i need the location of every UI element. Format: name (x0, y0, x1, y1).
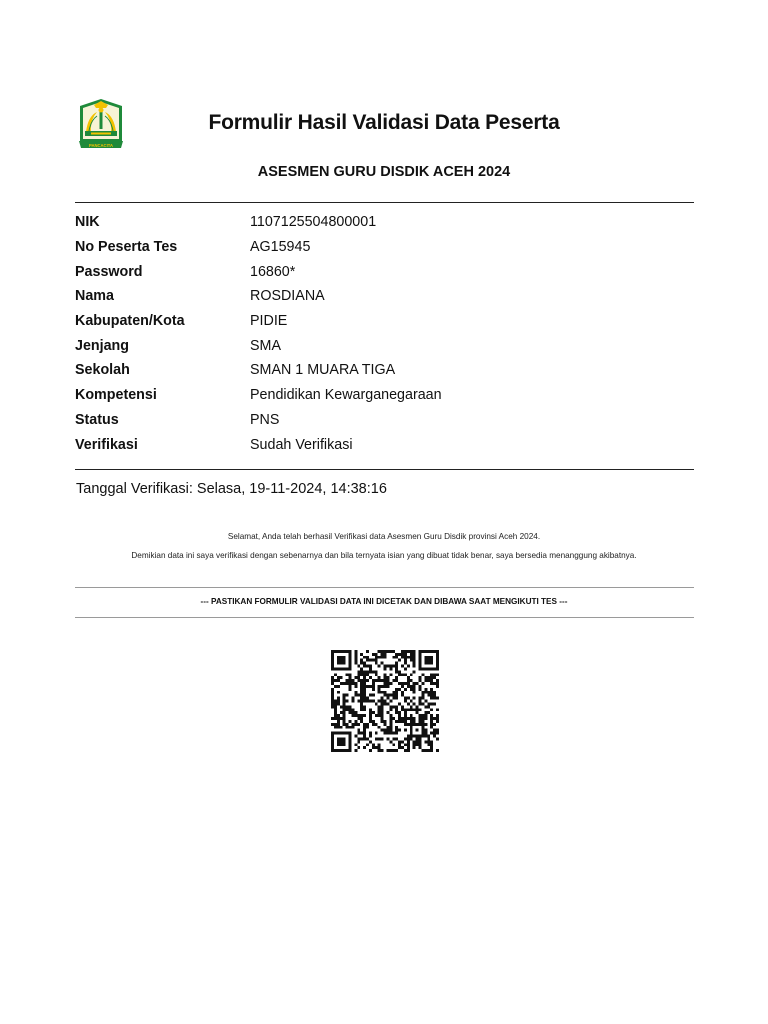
info-value: PNS (250, 411, 280, 428)
info-value: Sudah Verifikasi (250, 436, 353, 453)
divider-instruction-bottom (75, 617, 694, 618)
info-value: SMAN 1 MUARA TIGA (250, 362, 396, 379)
participant-info-table (75, 210, 694, 457)
page-subtitle: ASESMEN GURU DISDIK ACEH 2024 (257, 164, 511, 180)
info-row-kompetensi (75, 383, 694, 408)
info-label: Kompetensi (75, 387, 157, 404)
svg-text:PANCACITA: PANCACITA (88, 142, 114, 148)
info-row-verifikasi (75, 432, 694, 457)
info-label: Status (75, 411, 119, 428)
divider-instruction-top (75, 587, 694, 588)
info-label: Nama (75, 288, 114, 305)
info-label: Sekolah (75, 362, 130, 379)
info-value: PIDIE (250, 313, 288, 330)
info-value: ROSDIANA (250, 288, 325, 305)
info-row-password (75, 259, 694, 284)
divider-top (75, 202, 694, 203)
info-row-no-peserta (75, 235, 694, 260)
info-row-nik (75, 210, 694, 235)
info-label: No Peserta Tes (75, 239, 178, 256)
verification-date: Tanggal Verifikasi: Selasa, 19-11-2024, 14:38:16 (76, 481, 387, 497)
info-value: AG15945 (250, 239, 311, 256)
info-label: NIK (75, 214, 100, 231)
success-note: Selamat, Anda telah berhasil Verifikasi data Asesmen Guru Disdik provinsi Aceh 2024. (227, 532, 541, 541)
info-row-sekolah (75, 358, 694, 383)
info-value: Pendidikan Kewarganegaraan (250, 387, 442, 404)
info-row-nama (75, 284, 694, 309)
declaration-note: Demikian data ini saya verifikasi dengan sebenarnya dan bila ternyata isian yang dibuat tidak benar, saya bersedia menanggung akibatnya. (131, 551, 637, 560)
info-label: Verifikasi (75, 436, 138, 453)
info-row-kabupaten (75, 309, 694, 334)
info-label: Jenjang (75, 337, 130, 354)
print-instruction: --- PASTIKAN FORMULIR VALIDASI DATA INI DICETAK DAN DIBAWA SAAT MENGIKUTI TES --- (200, 597, 568, 606)
page-title: Formulir Hasil Validasi Data Peserta (208, 111, 560, 134)
info-value: SMA (250, 337, 281, 354)
info-label: Password (75, 263, 143, 280)
info-label: Kabupaten/Kota (75, 313, 185, 330)
info-row-jenjang (75, 333, 694, 358)
qr-code-icon (331, 650, 439, 752)
info-value: 1107125504800001 (250, 214, 377, 231)
info-row-status (75, 408, 694, 433)
divider-bottom (75, 469, 694, 470)
info-value: 16860* (250, 263, 296, 280)
